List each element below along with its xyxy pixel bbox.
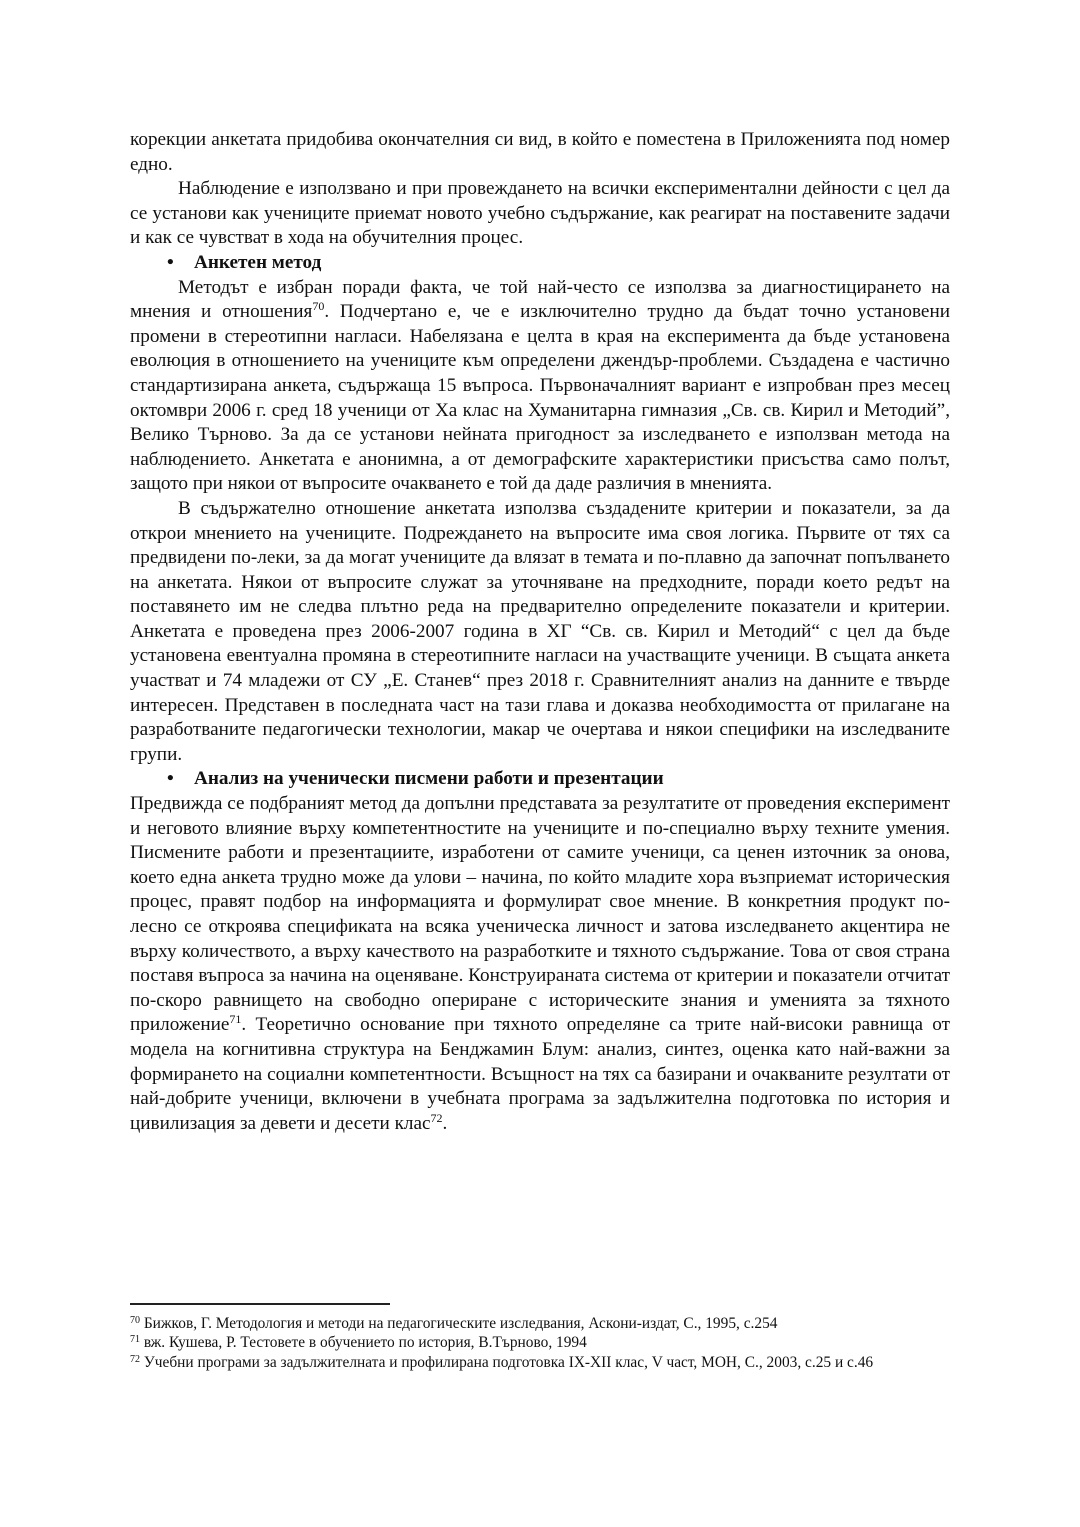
bullet-icon: • [167, 251, 174, 273]
paragraph-intro: корекции анкетата придобива окончателния си вид, в който е поместена в Приложенията под номер едно. [130, 129, 950, 175]
footnote-ref: 70 [312, 299, 325, 314]
heading-text: Анализ на ученически писмени работи и презентации [194, 768, 664, 790]
footnote-divider [130, 1303, 390, 1305]
heading-survey-method [130, 251, 950, 276]
footnote-ref: 72 [430, 1110, 443, 1125]
heading-written-works-analysis [130, 767, 950, 792]
footnotes [130, 1314, 950, 1372]
document-body [130, 128, 950, 1136]
footnote: $^{70}$ Бижков, Г. Методология и методи на педагогическите изследвания, Аскони-издат, С., 1995, с.254 [130, 1315, 778, 1332]
heading-text: Анкетен метод [194, 251, 322, 273]
footnote-ref: 71 [229, 1012, 242, 1027]
paragraph-written-works: Предвижда се подбраният метод да допълни представата за резултатите от проведения експеримент и неговото влияние върху компетентностите на учениците и по-специално върху техните умения. Писмените работи и презентациите, изработени от самите ученици, са ценен източник за онова, което една анкета трудно може да улови – начина, по който младите хора възприемат историческия процес, правят подбор на информацията и формулират свое мнение. В конкретния продукт по-лесно се откроява спецификата на всяка ученическа личност и затова изследването акцентира не върху количеството, а върху качеството на разработките и тяхното съдържание. Това от своя страна поставя въпроса за начина на оценяване. Конструираната система от критерии и показатели отчитат по-скоро равнището на свободно опериране с историческите знания и уменията за тяхното приложение$^{71}$. Теоретично основание при тяхното определяне са трите най-високи равнища от модела на когнитивна структура на Бенджамин Блум: анализ, синтез, оценка като най-важни за формирането на социални компетентности. Всъщност на тях са базирани и очакваните резултати от най-добрите ученици, включени в учебната програма за задължителна подготовка по история и цивилизация за девети и десети клас$^{72}$. [130, 793, 950, 1134]
bullet-icon: • [167, 768, 174, 790]
footnote: $^{71}$ вж. Кушева, Р. Тестовете в обучението по история, В.Търново, 1994 [130, 1334, 587, 1352]
paragraph-survey-content: В съдържателно отношение анкетата използва създадените критерии и показатели, за да открои мнението на учениците. Подреждането на въпросите има своя логика. Първите от тях са предвидени по-леки, за да могат учениците да влязат в темата и по-плавно да започнат попълването на анкетата. Някои от въпросите служат за уточняване на предходните, поради което редът на поставянето им не следва плътно реда на предварително определените показатели и критерии. Анкетата е проведена през 2006-2007 година в ХГ “Св. св. Кирил и Методий“ с цел да бъде установена евентуална промяна в стереотипните нагласи на участващите ученици. В същата анкета участват и 74 младежи от СУ „Е. Станев“ през 2018 г. Сравнителният анализ на данните е твърде интересен. Представен в последната част на тази глава и доказва необходимостта от прилагане на разработваните педагогически технологии, макар че очертава и някои специфики на изследваните групи. [130, 497, 950, 765]
footnote: $^{72}$ Учебни програми за задължителната и профилирана подготовка IX-XII клас, V част, МОН, С., 2003, с.25 и с.46 [130, 1353, 874, 1371]
paragraph-survey-method: Методът е избран поради факта, че той най-често се използва за диагностицирането на мнения и отношения$^{70}$. Подчертано е, че е изключително трудно да бъдат точно установени промени в стереотипни нагласи. Набелязана е целта в края на експеримента да бъде установена еволюция в отношението на учениците към определени джендър-проблеми. Създадена е частично стандартизирана анкета, съдържаща 15 въпроса. Първоначалният вариант е изпробван през месец октомври 2006 г. сред 18 ученици от Ха клас на Хуманитарна гимназия „Св. св. Кирил и Методий”, Велико Търново. За да се установи нейната пригодност за изследването е използван метода на наблюдението. Анкетата е анонимна, а от демографските характеристики присъства само полът, защото при някои от въпросите очакването е той да даде различия в мненията. [130, 276, 950, 495]
paragraph-observation: Наблюдение е използвано и при провеждането на всички експериментални дейности с цел да се установи как учениците приемат новото учебно съдържание, как реагират на поставените задачи и как се чувстват в хода на обучителния процес. [130, 178, 950, 249]
